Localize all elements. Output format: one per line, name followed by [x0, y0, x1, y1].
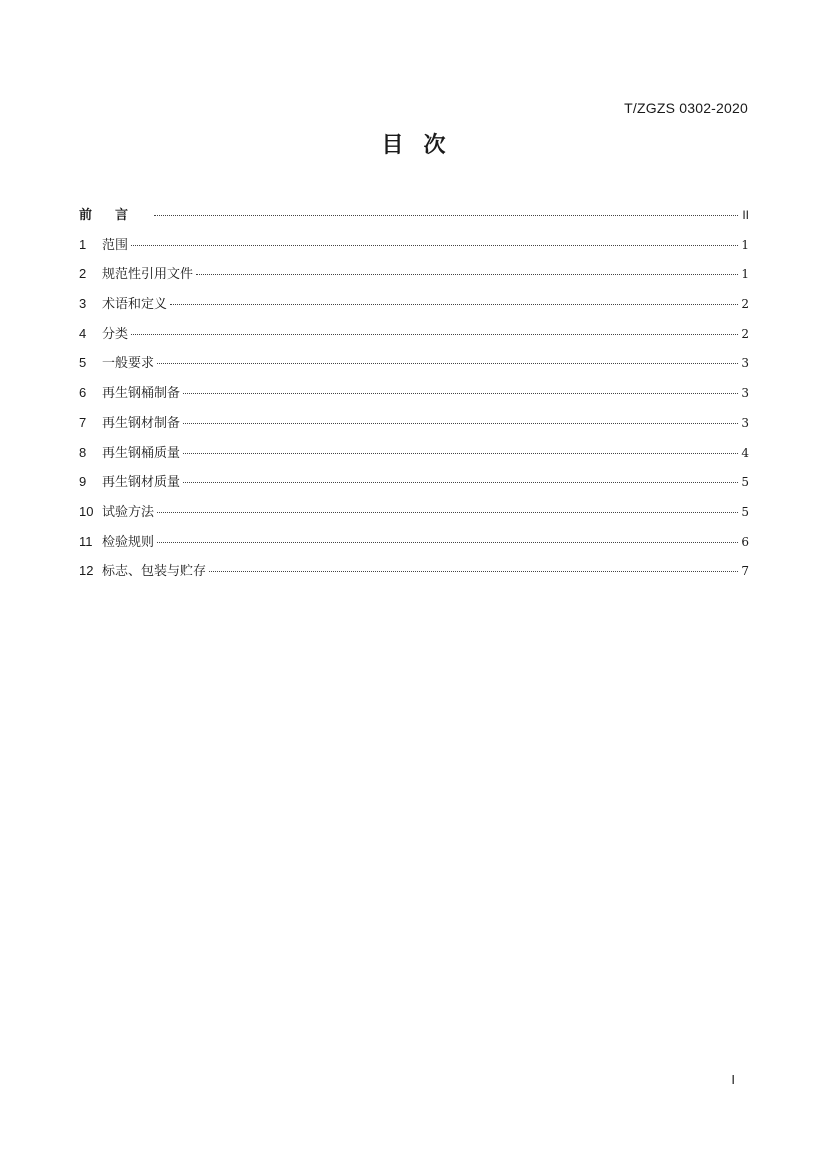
toc-entry[interactable]	[79, 560, 749, 590]
toc-page-number: 2	[741, 297, 749, 312]
toc-page-number: 5	[741, 475, 749, 490]
page-title: 目次	[381, 133, 466, 158]
toc-entry[interactable]	[79, 501, 749, 531]
toc-leader-dots	[183, 423, 738, 424]
toc-entry-title: 再生钢材制备	[102, 415, 181, 431]
toc-section-number: 9	[79, 474, 87, 490]
toc-entry-title: 范围	[102, 237, 129, 253]
document-number: T/ZGZS 0302-2020	[624, 100, 748, 116]
toc-leader-dots	[170, 304, 738, 305]
toc-entry-title: 再生钢桶质量	[102, 445, 181, 461]
toc-entry-title: 一般要求	[102, 356, 155, 372]
toc-section-number: 10	[79, 503, 94, 519]
toc-leader-dots	[209, 571, 738, 572]
toc-leader-dots	[157, 542, 738, 543]
toc-leader-dots	[157, 363, 738, 364]
toc-leader-dots	[183, 482, 738, 483]
toc-entry[interactable]	[79, 442, 749, 472]
toc-section-number: 2	[79, 266, 87, 282]
toc-entry-title: 分类	[102, 326, 129, 342]
toc-section-number: 12	[79, 563, 94, 579]
toc-entry-title: 规范性引用文件	[102, 267, 194, 283]
toc-section-number: 5	[79, 355, 87, 371]
toc-page-number: 3	[741, 386, 749, 401]
toc-page-number: 4	[741, 445, 749, 460]
toc-section-number: 11	[79, 533, 93, 549]
toc-entry[interactable]	[79, 293, 749, 323]
toc-section-number: 4	[79, 325, 87, 341]
toc-page-number: 3	[741, 356, 749, 371]
toc-entry[interactable]	[79, 263, 749, 293]
toc-page-number: 1	[741, 267, 749, 282]
toc-page-number: 3	[741, 415, 749, 430]
toc-entry-title: 检验规则	[102, 534, 155, 550]
toc-entry[interactable]	[79, 234, 749, 264]
toc-entry-title: 再生钢桶制备	[102, 386, 181, 402]
toc-page-number: 5	[741, 504, 749, 519]
toc-section-number: 8	[79, 444, 87, 460]
toc-leader-dots	[131, 245, 738, 246]
toc-leader-dots	[196, 274, 738, 275]
toc-entry[interactable]	[79, 323, 749, 353]
toc-page-number: 1	[741, 237, 749, 252]
toc-entry-title: 术语和定义	[102, 297, 168, 313]
table-of-contents	[79, 204, 749, 590]
toc-entry[interactable]	[79, 382, 749, 412]
toc-leader-dots	[183, 393, 738, 394]
toc-entry[interactable]	[79, 412, 749, 442]
toc-leader-dots	[154, 215, 738, 216]
toc-section-number: 1	[79, 236, 87, 252]
toc-entry[interactable]	[79, 352, 749, 382]
toc-leader-dots	[183, 453, 738, 454]
toc-section-number: 7	[79, 414, 87, 430]
toc-section-number: 6	[79, 385, 87, 401]
toc-leader-dots	[131, 334, 738, 335]
page-number: I	[731, 1072, 735, 1087]
toc-entry[interactable]	[79, 471, 749, 501]
toc-leader-dots	[157, 512, 738, 513]
toc-page-number: 6	[741, 534, 749, 549]
toc-entry-title: 再生钢材质量	[102, 475, 181, 491]
toc-section-number: 3	[79, 296, 87, 312]
toc-page-number: II	[742, 208, 749, 222]
toc-entry-title: 标志、包装与贮存	[102, 564, 207, 580]
toc-entry-foreword[interactable]	[79, 204, 749, 234]
toc-entry[interactable]	[79, 531, 749, 561]
toc-entry-title: 试验方法	[102, 504, 155, 520]
toc-entry-title: 前言	[79, 208, 152, 223]
toc-page-number: 2	[741, 326, 749, 341]
toc-page-number: 7	[741, 564, 749, 579]
